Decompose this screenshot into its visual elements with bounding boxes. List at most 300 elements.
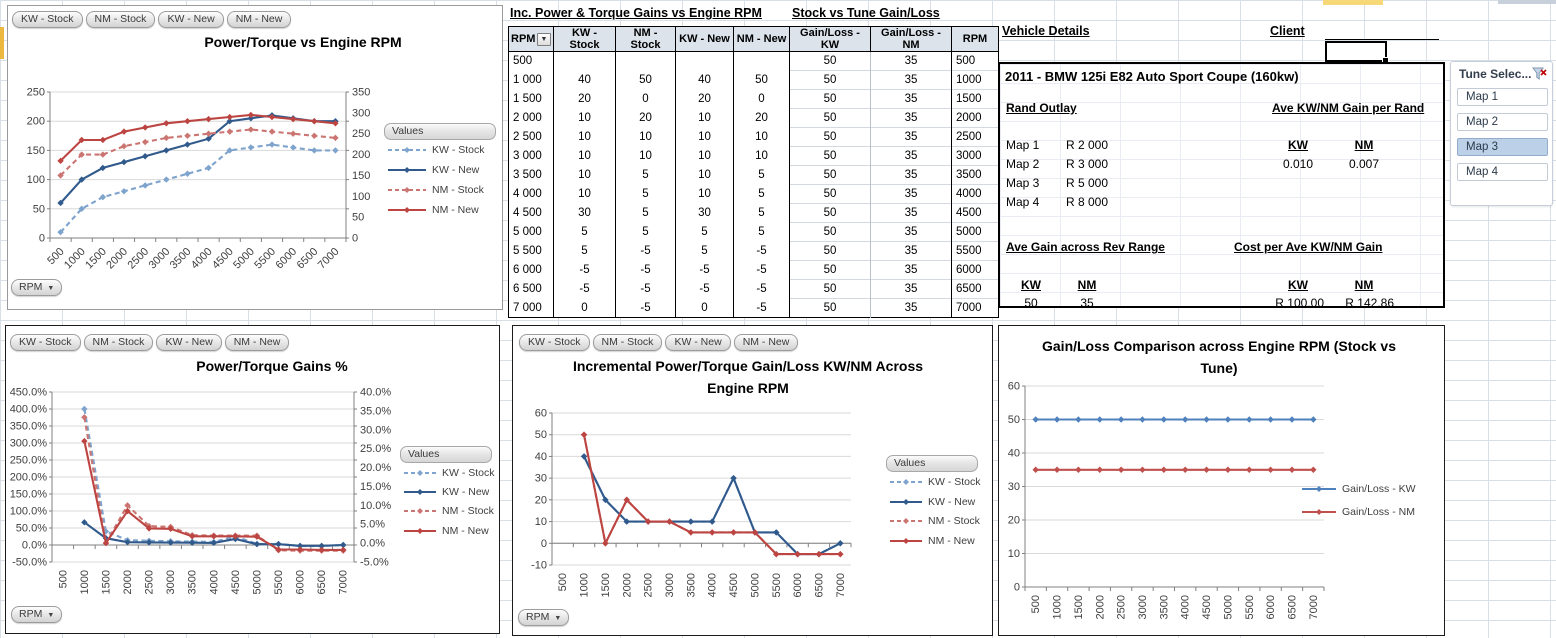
field-button-kw-stock[interactable]: KW - Stock — [519, 334, 590, 351]
svg-text:-10: -10 — [531, 559, 547, 572]
cell[interactable]: 5 — [676, 223, 734, 242]
cell[interactable]: 5 — [554, 223, 616, 242]
chart-title: Incremental Power/Torque Gain/Loss KW/NM Across — [572, 358, 924, 374]
svg-text:500: 500 — [45, 245, 67, 268]
svg-text:40: 40 — [534, 450, 547, 463]
cell[interactable]: 5 — [734, 223, 790, 242]
svg-text:6000: 6000 — [273, 245, 300, 272]
cell[interactable]: 35 — [871, 128, 952, 147]
kw-header: KW — [1288, 278, 1308, 292]
svg-text:6500: 6500 — [316, 570, 329, 595]
legend-line-sample — [890, 497, 922, 507]
svg-text:50: 50 — [32, 203, 45, 216]
kw-header: KW — [1288, 138, 1308, 152]
table-title-left: Inc. Power & Torque Gains vs Engine RPM — [510, 6, 762, 20]
ave-gain-nm: 35 — [1080, 296, 1094, 310]
svg-text:-50.0%: -50.0% — [12, 556, 47, 569]
field-button-kw-new[interactable]: KW - New — [156, 334, 221, 351]
cell[interactable]: 5 — [734, 166, 790, 185]
svg-text:0: 0 — [540, 537, 547, 550]
column-header-kw-stock: KW - Stock — [554, 27, 616, 52]
tune-selector-slicer — [1450, 61, 1553, 206]
rpm-axis-button[interactable]: RPM ▼ — [11, 606, 62, 623]
rpm-axis-button[interactable]: RPM ▼ — [11, 279, 62, 296]
svg-text:100: 100 — [26, 174, 45, 187]
svg-text:0: 0 — [352, 232, 359, 245]
svg-text:3500: 3500 — [167, 245, 194, 272]
legend-label: NM - New — [928, 535, 975, 547]
cell[interactable]: 20 — [676, 90, 734, 109]
svg-text:30: 30 — [534, 472, 547, 485]
chevron-down-icon: ▼ — [47, 612, 55, 619]
svg-text:3000: 3000 — [1136, 595, 1149, 620]
legend-label: NM - New — [432, 204, 479, 216]
pivot-table — [508, 26, 999, 318]
svg-text:1500: 1500 — [1072, 595, 1085, 620]
map-price: R 3 000 — [1066, 157, 1109, 171]
cell[interactable]: 3000 — [952, 147, 999, 166]
chart-title: Power/Torque vs Engine RPM — [204, 34, 402, 50]
legend-line-sample — [388, 145, 426, 155]
gray-cell-sliver-top — [1498, 0, 1556, 4]
cell[interactable]: -5 — [734, 299, 790, 318]
cell[interactable]: 35 — [871, 71, 952, 90]
cell[interactable]: 35 — [871, 280, 952, 299]
cell[interactable]: 35 — [871, 261, 952, 280]
field-button-kw-stock[interactable]: KW - Stock — [12, 11, 83, 28]
cell[interactable]: 2000 — [952, 109, 999, 128]
cell[interactable]: 10 — [734, 147, 790, 166]
svg-text:150.0%: 150.0% — [9, 488, 47, 501]
cell[interactable] — [734, 52, 790, 71]
field-button-kw-new[interactable]: KW - New — [665, 334, 730, 351]
svg-text:5000: 5000 — [231, 245, 257, 272]
vehicle-details-box — [998, 62, 1445, 308]
rand-outlay-label: Rand Outlay — [1006, 101, 1077, 115]
cell[interactable]: -5 — [734, 242, 790, 261]
legend-item-kw-stock — [404, 467, 495, 479]
chart-gain-loss-comparison — [998, 325, 1445, 636]
cell[interactable]: 50 — [790, 90, 871, 109]
legend-label: KW - New — [928, 496, 976, 508]
cell[interactable]: 10 — [676, 185, 734, 204]
legend-item-gain-loss-kw — [1302, 483, 1416, 495]
cell[interactable]: 500 — [952, 52, 999, 71]
svg-text:2500: 2500 — [143, 570, 156, 595]
chart-gains-percent — [5, 325, 500, 634]
chart-power-torque — [7, 5, 503, 310]
svg-text:1000: 1000 — [62, 245, 88, 272]
svg-text:2000: 2000 — [104, 245, 131, 272]
cell[interactable]: 20 — [734, 109, 790, 128]
legend-item-nm-stock — [890, 515, 980, 527]
cell[interactable]: 2 500 — [509, 128, 554, 147]
map-price: R 8 000 — [1066, 195, 1109, 209]
cell[interactable]: 30 — [554, 204, 616, 223]
svg-text:30: 30 — [1007, 481, 1020, 493]
cell[interactable]: -5 — [734, 261, 790, 280]
svg-text:60: 60 — [534, 407, 547, 420]
cell[interactable]: 4 500 — [509, 204, 554, 223]
cell[interactable]: -5 — [616, 242, 676, 261]
cell[interactable]: 1000 — [952, 71, 999, 90]
cell[interactable]: 10 — [734, 128, 790, 147]
cell[interactable]: 35 — [871, 242, 952, 261]
cell[interactable]: 0 — [554, 299, 616, 318]
legend-line-sample — [890, 516, 922, 526]
cell[interactable]: -5 — [554, 280, 616, 299]
cell[interactable]: 50 — [790, 299, 871, 318]
cell[interactable]: 50 — [790, 223, 871, 242]
cell[interactable]: 50 — [790, 71, 871, 90]
cell[interactable]: 5000 — [952, 223, 999, 242]
svg-text:20: 20 — [534, 494, 547, 507]
cell[interactable] — [616, 52, 676, 71]
legend-label: KW - Stock — [928, 476, 981, 488]
legend-label: Gain/Loss - KW — [1342, 483, 1416, 495]
svg-text:5500: 5500 — [770, 573, 783, 598]
clear-filter-icon[interactable] — [1532, 67, 1547, 81]
svg-text:3500: 3500 — [1158, 595, 1171, 620]
cell[interactable]: 10 — [554, 109, 616, 128]
table-row — [509, 261, 999, 280]
cell[interactable]: 20 — [554, 90, 616, 109]
client-label: Client — [1270, 24, 1305, 38]
svg-text:500: 500 — [1030, 595, 1043, 614]
cell[interactable]: 35 — [871, 90, 952, 109]
nm-header: NM — [1077, 278, 1097, 292]
cell[interactable]: 50 — [790, 242, 871, 261]
svg-text:0.0%: 0.0% — [360, 537, 386, 550]
cell[interactable]: 50 — [616, 71, 676, 90]
column-header-nm-stock: NM - Stock — [616, 27, 676, 52]
cell[interactable]: 50 — [790, 128, 871, 147]
legend-item-kw-stock — [890, 476, 981, 488]
cell[interactable]: 35 — [871, 185, 952, 204]
cell[interactable]: 50 — [790, 204, 871, 223]
legend-item-nm-stock — [404, 505, 494, 517]
map-name: Map 2 — [1006, 157, 1040, 171]
field-button-kw-new[interactable]: KW - New — [158, 11, 223, 28]
legend-label: Gain/Loss - NM — [1342, 506, 1415, 518]
table-row — [509, 90, 999, 109]
svg-text:4000: 4000 — [1179, 595, 1192, 620]
field-button-nm-stock[interactable]: NM - Stock — [84, 334, 154, 351]
cell[interactable]: 40 — [676, 71, 734, 90]
cell[interactable]: 50 — [734, 71, 790, 90]
svg-text:-5.0%: -5.0% — [360, 556, 389, 569]
chart-title: Tune) — [1200, 360, 1238, 376]
cell[interactable]: 2 000 — [509, 109, 554, 128]
column-header-gain-loss-kw: Gain/Loss - KW — [790, 27, 871, 52]
slicer-item-map-4[interactable]: Map 4 — [1457, 163, 1548, 181]
cell[interactable]: 50 — [790, 109, 871, 128]
legend-line-sample — [404, 487, 436, 497]
cell[interactable]: 7000 — [952, 299, 999, 318]
cell[interactable]: 6500 — [952, 280, 999, 299]
svg-text:2000: 2000 — [122, 570, 134, 595]
gain-per-rand-kw: 0.010 — [1282, 157, 1314, 171]
table-row — [509, 166, 999, 185]
cell[interactable]: 0 — [616, 90, 676, 109]
cell[interactable]: 10 — [616, 147, 676, 166]
cell[interactable]: 5 — [676, 242, 734, 261]
svg-text:10.0%: 10.0% — [360, 499, 392, 512]
legend-line-sample — [404, 468, 436, 478]
legend-line-sample — [890, 477, 922, 487]
cell[interactable]: 3 000 — [509, 147, 554, 166]
legend-line-sample — [388, 205, 426, 215]
table-row — [509, 109, 999, 128]
column-header-gain-loss-nm: Gain/Loss - NM — [871, 27, 952, 52]
svg-text:450.0%: 450.0% — [9, 386, 47, 399]
cell[interactable]: -5 — [734, 280, 790, 299]
kw-header: KW — [1021, 278, 1041, 292]
svg-text:15.0%: 15.0% — [360, 480, 392, 493]
cost-nm: R 142.86 — [1345, 296, 1394, 310]
table-row — [509, 280, 999, 299]
client-input-cell[interactable] — [1325, 41, 1387, 62]
svg-text:50.0%: 50.0% — [15, 522, 47, 535]
svg-text:200: 200 — [26, 115, 45, 128]
gain-per-rand-label: Ave KW/NM Gain per Rand — [1272, 101, 1425, 115]
cell[interactable]: 35 — [871, 166, 952, 185]
cell[interactable]: 10 — [554, 147, 616, 166]
svg-text:2500: 2500 — [125, 245, 152, 272]
svg-text:250: 250 — [26, 86, 45, 99]
chart-incremental-gain-loss — [512, 325, 993, 636]
svg-text:400.0%: 400.0% — [9, 403, 47, 416]
field-button-row — [10, 334, 292, 351]
cell[interactable]: 50 — [790, 52, 871, 71]
table-row — [509, 52, 999, 71]
svg-text:200: 200 — [352, 149, 371, 162]
nm-header: NM — [1354, 278, 1374, 292]
legend-item-nm-new — [404, 525, 489, 537]
rpm-axis-button[interactable]: RPM ▼ — [518, 609, 569, 626]
svg-text:5500: 5500 — [273, 570, 285, 595]
table-title-right: Stock vs Tune Gain/Loss — [792, 6, 940, 20]
cell[interactable]: 5 — [616, 185, 676, 204]
cell[interactable]: 5 — [616, 166, 676, 185]
svg-text:5000: 5000 — [1222, 595, 1235, 620]
cell[interactable]: 35 — [871, 299, 952, 318]
cell[interactable]: 50 — [790, 280, 871, 299]
table-row — [509, 223, 999, 242]
cell[interactable]: 50 — [790, 261, 871, 280]
svg-text:300.0%: 300.0% — [9, 437, 47, 450]
cell[interactable]: -5 — [616, 280, 676, 299]
map-name: Map 4 — [1006, 195, 1040, 209]
values-legend-button[interactable]: Values — [400, 446, 492, 463]
table-row — [509, 299, 999, 318]
svg-text:2000: 2000 — [1094, 595, 1107, 620]
cell[interactable]: 5 — [734, 185, 790, 204]
cell[interactable]: -5 — [616, 299, 676, 318]
values-legend-button[interactable]: Values — [886, 455, 978, 472]
client-cell-border — [1325, 39, 1439, 40]
svg-text:2000: 2000 — [621, 573, 634, 598]
chevron-down-icon: ▼ — [554, 615, 562, 622]
cell[interactable]: -5 — [616, 261, 676, 280]
cell[interactable]: 2500 — [952, 128, 999, 147]
cell[interactable]: 3 500 — [509, 166, 554, 185]
cost-label: Cost per Ave KW/NM Gain — [1234, 240, 1383, 254]
legend-item-kw-new — [890, 496, 975, 508]
cell[interactable]: 1 000 — [509, 71, 554, 90]
svg-text:6000: 6000 — [792, 573, 805, 598]
cell[interactable]: 5500 — [952, 242, 999, 261]
map-price: R 2 000 — [1066, 138, 1109, 152]
cell[interactable]: 10 — [554, 128, 616, 147]
slicer-title: Tune Selec... — [1459, 67, 1532, 81]
legend-label: NM - Stock — [442, 505, 494, 517]
cell[interactable]: 1 500 — [509, 90, 554, 109]
legend-label: KW - Stock — [442, 467, 495, 479]
cell[interactable]: 7 000 — [509, 299, 554, 318]
cell[interactable]: 50 — [790, 185, 871, 204]
cell[interactable]: 5 — [554, 242, 616, 261]
values-legend-button[interactable]: Values — [384, 123, 496, 140]
svg-text:25.0%: 25.0% — [360, 443, 392, 456]
svg-text:50: 50 — [352, 211, 365, 224]
cell[interactable] — [676, 52, 734, 71]
cell[interactable]: 4500 — [952, 204, 999, 223]
cell[interactable]: 50 — [790, 147, 871, 166]
field-button-row — [519, 334, 801, 351]
cell[interactable]: 3500 — [952, 166, 999, 185]
cell[interactable]: 35 — [871, 52, 952, 71]
svg-text:4500: 4500 — [728, 573, 741, 598]
cell[interactable]: 50 — [790, 166, 871, 185]
cell[interactable]: 4 000 — [509, 185, 554, 204]
cell[interactable]: 5 000 — [509, 223, 554, 242]
legend-label: KW - New — [442, 486, 490, 498]
table-row — [509, 147, 999, 166]
vehicle-title: 2011 - BMW 125i E82 Auto Sport Coupe (160kw) — [1005, 69, 1299, 84]
svg-text:350: 350 — [352, 86, 371, 99]
svg-text:3500: 3500 — [186, 570, 199, 595]
column-header-nm-new: NM - New — [734, 27, 790, 52]
svg-text:50: 50 — [534, 429, 547, 442]
svg-text:5500: 5500 — [1243, 595, 1256, 620]
svg-text:4500: 4500 — [229, 570, 242, 595]
legend-item-nm-new — [388, 204, 479, 216]
svg-text:1500: 1500 — [100, 570, 113, 595]
cell[interactable] — [554, 52, 616, 71]
svg-text:4500: 4500 — [1201, 595, 1214, 620]
legend-line-sample — [1302, 484, 1336, 494]
cell[interactable]: 40 — [554, 71, 616, 90]
cell[interactable]: 10 — [676, 147, 734, 166]
cell[interactable]: 35 — [871, 204, 952, 223]
cell[interactable]: 10 — [676, 109, 734, 128]
cell[interactable]: 500 — [509, 52, 554, 71]
field-button-nm-new[interactable]: NM - New — [227, 11, 292, 28]
svg-text:3500: 3500 — [685, 573, 698, 598]
cell[interactable]: -5 — [676, 280, 734, 299]
svg-text:7000: 7000 — [834, 573, 847, 598]
svg-text:1000: 1000 — [78, 570, 91, 595]
cell[interactable]: 10 — [616, 128, 676, 147]
cell[interactable]: 6000 — [952, 261, 999, 280]
cell[interactable]: 6 500 — [509, 280, 554, 299]
cell[interactable]: 20 — [616, 109, 676, 128]
slicer-item-map-3[interactable]: Map 3 — [1457, 138, 1548, 156]
cell[interactable]: -5 — [554, 261, 616, 280]
cell[interactable]: 10 — [676, 166, 734, 185]
svg-text:6000: 6000 — [1265, 595, 1278, 620]
cell[interactable]: 5 500 — [509, 242, 554, 261]
svg-text:3000: 3000 — [146, 245, 173, 272]
cell[interactable]: -5 — [676, 261, 734, 280]
cell[interactable]: 30 — [676, 204, 734, 223]
cell[interactable]: 1500 — [952, 90, 999, 109]
cell[interactable]: 4000 — [952, 185, 999, 204]
table-row — [509, 242, 999, 261]
svg-text:4500: 4500 — [210, 245, 236, 272]
cell[interactable]: 10 — [676, 128, 734, 147]
table-row — [509, 128, 999, 147]
svg-text:300: 300 — [352, 107, 371, 120]
field-button-kw-stock[interactable]: KW - Stock — [10, 334, 81, 351]
ave-gain-label: Ave Gain across Rev Range — [1006, 240, 1165, 254]
svg-text:1500: 1500 — [83, 245, 109, 272]
cell[interactable]: 35 — [871, 223, 952, 242]
column-header-rpm-right: RPM — [952, 27, 999, 52]
svg-text:7000: 7000 — [315, 245, 342, 272]
svg-text:150: 150 — [26, 144, 45, 157]
cell[interactable]: 6 000 — [509, 261, 554, 280]
field-button-nm-new[interactable]: NM - New — [734, 334, 799, 351]
slicer-item-map-1[interactable]: Map 1 — [1457, 88, 1548, 106]
cell[interactable]: 5 — [616, 204, 676, 223]
svg-text:1000: 1000 — [578, 573, 591, 598]
svg-text:1000: 1000 — [1051, 595, 1064, 620]
slicer-item-map-2[interactable]: Map 2 — [1457, 113, 1548, 131]
field-button-nm-new[interactable]: NM - New — [225, 334, 290, 351]
svg-text:40: 40 — [1007, 447, 1020, 460]
cell[interactable]: 35 — [871, 109, 952, 128]
chevron-down-icon: ▼ — [47, 285, 55, 292]
svg-text:7000: 7000 — [337, 570, 350, 595]
vehicle-details-label: Vehicle Details — [1002, 24, 1090, 38]
legend-line-sample — [388, 165, 426, 175]
nm-header: NM — [1354, 138, 1374, 152]
cell[interactable]: 5 — [734, 204, 790, 223]
svg-text:350.0%: 350.0% — [9, 420, 47, 433]
cell[interactable]: 10 — [554, 185, 616, 204]
field-button-nm-stock[interactable]: NM - Stock — [86, 11, 156, 28]
table-row — [509, 204, 999, 223]
svg-text:100: 100 — [352, 190, 371, 203]
svg-text:10: 10 — [1007, 548, 1020, 560]
cell[interactable]: 35 — [871, 147, 952, 166]
cell[interactable]: 5 — [616, 223, 676, 242]
svg-text:150: 150 — [352, 169, 371, 182]
svg-text:0: 0 — [38, 232, 45, 245]
rpm-filter-button[interactable]: ▼ — [537, 33, 551, 46]
svg-text:100.0%: 100.0% — [9, 505, 47, 518]
map-name: Map 3 — [1006, 176, 1040, 190]
table-row — [509, 185, 999, 204]
svg-text:30.0%: 30.0% — [360, 424, 392, 437]
chart-title: Engine RPM — [707, 380, 789, 396]
cell[interactable]: 0 — [734, 90, 790, 109]
cell[interactable]: 0 — [676, 299, 734, 318]
field-button-nm-stock[interactable]: NM - Stock — [593, 334, 663, 351]
cell[interactable]: 10 — [554, 166, 616, 185]
